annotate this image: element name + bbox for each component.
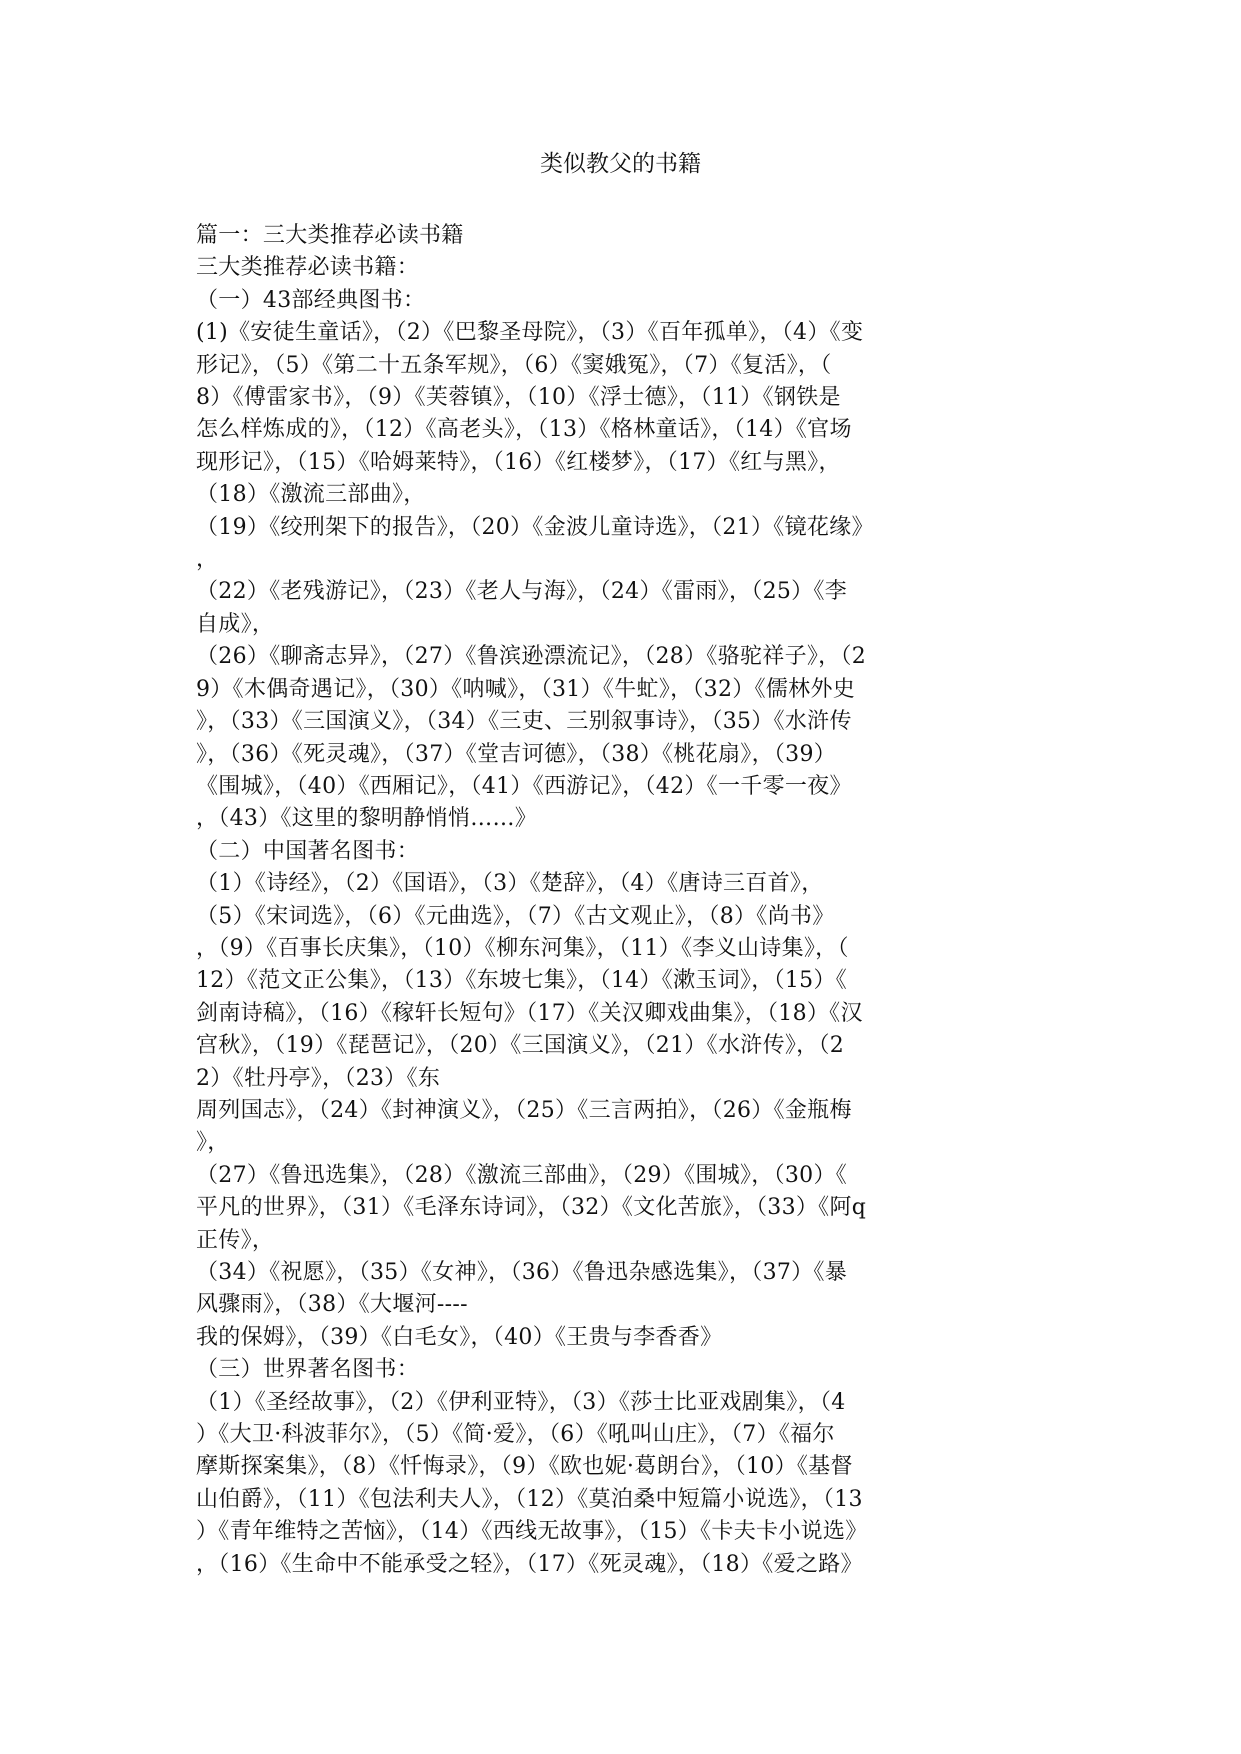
text-line: （18）《激流三部曲》， — [196, 482, 426, 508]
text-line: ，（16）《生命中不能承受之轻》，（17）《死灵魂》，（18）《爱之路》 — [196, 1551, 863, 1577]
text-line: 自成》， — [196, 611, 275, 637]
text-line: 8）《傅雷家书》，（9）《芙蓉镇》，（10）《浮士德》，（11）《钢铁是 — [196, 385, 841, 411]
document-body — [196, 220, 1046, 1581]
text-line: （5）《宋词选》，（6）《元曲选》，（7）《古文观止》，（8）《尚书》 — [196, 903, 835, 929]
text-line: 山伯爵》，（11）《包法利夫人》，（12）《莫泊桑中短篇小说选》，（13 — [196, 1486, 863, 1512]
text-line: ， — [196, 547, 219, 573]
text-line: 摩斯探案集》，（8）《忏悔录》，（9）《欧也妮·葛朗台》，（10）《基督 — [196, 1454, 853, 1480]
text-line: 《围城》，（40）《西厢记》，（41）《西游记》，（42）《一千零一夜》 — [196, 773, 852, 799]
text-line: 》， — [196, 1130, 230, 1156]
text-line: 周列国志》，（24）《封神演义》，（25）《三言两拍》，（26）《金瓶梅 — [196, 1097, 852, 1123]
text-line: 怎么样炼成的》，（12）《高老头》，（13）《格林童话》，（14）《官场 — [196, 417, 852, 443]
text-line: （三）世界著名图书： — [196, 1357, 420, 1383]
text-line: 我的保姆》，（39）《白毛女》，（40）《王贵与李香香》 — [196, 1324, 723, 1350]
text-line: （一）43部经典图书： — [196, 287, 426, 313]
text-line: 剑南诗稿》，（16）《稼轩长短句》（17）《关汉卿戏曲集》，（18）《汉 — [196, 1000, 863, 1026]
text-line: 平凡的世界》，（31）《毛泽东诗词》，（32）《文化苦旅》，（33）《阿q — [196, 1195, 867, 1221]
text-line: （22）《老残游记》，（23）《老人与海》，（24）《雷雨》，（25）《李 — [196, 579, 848, 605]
text-line: 风骤雨》，（38）《大堰河---- — [196, 1292, 468, 1318]
text-line: （1）《诗经》，（2）《国语》，（3）《楚辞》，（4）《唐诗三百首》， — [196, 871, 824, 897]
text-line: 宫秋》，（19）《琵琶记》，（20）《三国演义》，（21）《水浒传》，（2 — [196, 1033, 845, 1059]
text-line: 12）《范文正公集》，（13）《东坡七集》，（14）《漱玉词》，（15）《 — [196, 968, 848, 994]
text-line: （26）《聊斋志异》，（27）《鲁滨逊漂流记》，（28）《骆驼祥子》，（2 — [196, 644, 867, 670]
text-line: 篇一：三大类推荐必读书籍 — [196, 223, 464, 248]
text-line: 》，（36）《死灵魂》，（37）《堂吉诃德》，（38）《桃花扇》，（39） — [196, 741, 837, 767]
text-line: 现形记》，（15）《哈姆莱特》，（16）《红楼梦》，（17）《红与黑》， — [196, 449, 841, 475]
text-line: ，（43）《这里的黎明静悄悄……》 — [196, 806, 538, 832]
text-line: ，（9）《百事长庆集》，（10）《柳东河集》，（11）《李义山诗集》，（ — [196, 935, 849, 961]
text-line: （1）《圣经故事》，（2）《伊利亚特》，（3）《莎士比亚戏剧集》，（4 — [196, 1389, 846, 1415]
text-line: 》，（33）《三国演义》，（34）《三吏、三别叙事诗》，（35）《水浒传 — [196, 709, 852, 735]
text-line: (1)《安徒生童话》，（2）《巴黎圣母院》，（3）《百年孤单》，（4）《变 — [196, 320, 864, 346]
text-line: （二）中国著名图书： — [196, 838, 420, 864]
text-line: 2）《牡丹亭》，（23）《东 — [196, 1065, 441, 1091]
text-line: 形记》，（5）《第二十五条军规》，（6）《窦娥冤》，（7）《复活》，（ — [196, 352, 832, 378]
text-line: （19）《绞刑架下的报告》，（20）《金波儿童诗选》，（21）《镜花缘》 — [196, 514, 874, 540]
text-line: ）《青年维特之苦恼》，（14）《西线无故事》，（15）《卡夫卡小说选》 — [196, 1519, 868, 1545]
text-line: 正传》， — [196, 1227, 275, 1253]
document-title: 类似教父的书籍 — [540, 151, 701, 177]
text-line: （34）《祝愿》，（35）《女神》，（36）《鲁迅杂感选集》，（37）《暴 — [196, 1260, 848, 1285]
text-line: ）《大卫·科波菲尔》，（5）《简·爱》，（6）《吼叫山庄》，（7）《福尔 — [196, 1422, 835, 1448]
text-line: 三大类推荐必读书籍： — [196, 255, 420, 281]
text-line: （27）《鲁迅选集》，（28）《激流三部曲》，（29）《围城》，（30）《 — [196, 1162, 848, 1188]
text-line: 9）《木偶奇遇记》，（30）《呐喊》，（31）《牛虻》，（32）《儒林外史 — [196, 676, 856, 702]
